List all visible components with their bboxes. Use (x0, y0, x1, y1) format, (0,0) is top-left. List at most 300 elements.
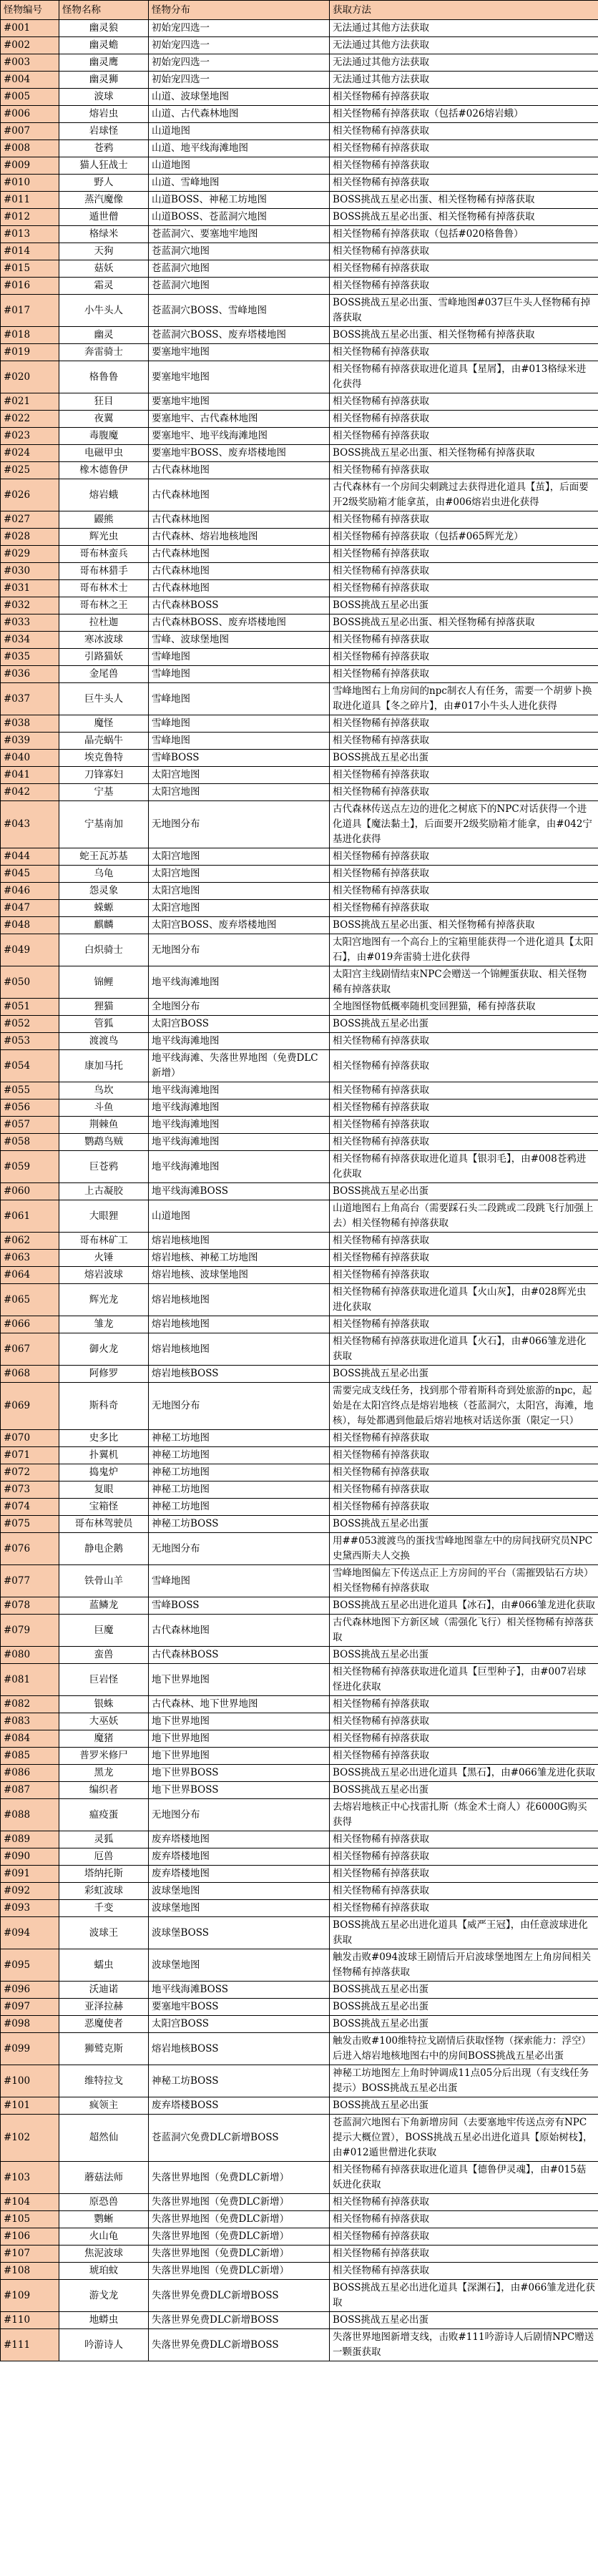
cell-method: 相关怪物稀有掉落获取 (330, 866, 598, 883)
cell-name: 幽灵鹰 (59, 54, 149, 72)
cell-name: 扑翼机 (59, 1447, 149, 1464)
cell-location: 太阳宫地图 (149, 883, 330, 900)
cell-method: BOSS挑战五星必出蛋 (330, 597, 598, 614)
cell-location: 要塞地牢BOSS (149, 1999, 330, 2016)
cell-location: 山道、地平线海滩地图 (149, 140, 330, 157)
cell-name: 格绿米 (59, 226, 149, 243)
table-row (1, 649, 598, 666)
cell-id: #033 (1, 614, 59, 632)
cell-location: 失落世界地图（免费DLC新增） (149, 2194, 330, 2211)
cell-method: 无法通过其他方法获取 (330, 72, 598, 89)
cell-method: BOSS挑战五星必出蛋 (330, 1516, 598, 1533)
cell-name: 幽灵蟾 (59, 37, 149, 54)
cell-location: 地平线海滩、失落世界地图（免费DLC新增） (149, 1050, 330, 1082)
table-row (1, 1730, 598, 1748)
table-row (1, 529, 598, 546)
cell-name: 焦泥波球 (59, 2246, 149, 2263)
table-row (1, 1647, 598, 1664)
table-row (1, 1267, 598, 1284)
cell-id: #107 (1, 2246, 59, 2263)
cell-id: #015 (1, 260, 59, 278)
cell-location: 无地图分布 (149, 801, 330, 848)
cell-location: 山道、雪峰地图 (149, 175, 330, 192)
cell-id: #066 (1, 1316, 59, 1333)
cell-location: 熔岩地核BOSS (149, 1366, 330, 1383)
cell-method: 相关怪物稀有掉落获取 (330, 411, 598, 428)
cell-id: #065 (1, 1284, 59, 1316)
cell-method: 需要完成支线任务，找到那个带着斯科奇到处旅游的npc，起始是在太阳宫终点是熔岩地核（苍蓝洞穴，太阳宫，海滩，地核），每处都遇到他最后熔岩地核对话送你蛋（限定一只） (330, 1383, 598, 1430)
cell-id: #025 (1, 462, 59, 479)
cell-method: 太阳宫主线剧情结束NPC会赠送一个锦鲤蛋获取、相关怪物稀有掉落获取 (330, 966, 598, 999)
cell-id: #093 (1, 1900, 59, 1917)
table-row (1, 1848, 598, 1866)
cell-method: BOSS挑战五星必出蛋 (330, 1782, 598, 1799)
cell-name: 晶壳蜗牛 (59, 733, 149, 750)
cell-name: 沃迪诺 (59, 1982, 149, 1999)
table-row (1, 1664, 598, 1696)
cell-location: 太阳宫BOSS (149, 2016, 330, 2033)
cell-location: 地下世界地图 (149, 1748, 330, 1765)
cell-name: 原恐兽 (59, 2194, 149, 2211)
table-row (1, 1333, 598, 1366)
cell-id: #001 (1, 20, 59, 37)
cell-name: 幽灵狮 (59, 72, 149, 89)
cell-name: 鹦蜥 (59, 2211, 149, 2228)
cell-method: BOSS挑战五星必出蛋 (330, 1183, 598, 1200)
table-row (1, 917, 598, 934)
cell-id: #109 (1, 2280, 59, 2312)
cell-name: 麒麟 (59, 917, 149, 934)
cell-method: BOSS挑战五星必出蛋 (330, 1982, 598, 1999)
cell-id: #068 (1, 1366, 59, 1383)
cell-id: #056 (1, 1100, 59, 1117)
cell-method: BOSS挑战五星必出进化道具【冰石】，由#066雏龙进化获取 (330, 1597, 598, 1615)
cell-method: 古代森林有一个房间尖刺跳过去获得进化道具【茧】，后面要开2级奖励箱才能拿茧，由#006熔岩虫进化获得 (330, 479, 598, 511)
cell-location: 地平线海滩地图 (149, 1151, 330, 1183)
cell-name: 巨牛头人 (59, 683, 149, 715)
cell-location: 失落世界免费DLC新增BOSS (149, 2312, 330, 2329)
table-row (1, 411, 598, 428)
cell-name: 千变 (59, 1900, 149, 1917)
table-row (1, 2194, 598, 2211)
cell-name: 乌龟 (59, 866, 149, 883)
cell-method: 全地图怪物低概率随机变回狸猫，稀有掉落获取 (330, 999, 598, 1016)
cell-location: 古代森林地图 (149, 479, 330, 511)
cell-name: 吟游诗人 (59, 2329, 149, 2361)
table-row (1, 123, 598, 140)
cell-id: #053 (1, 1033, 59, 1050)
cell-name: 史多比 (59, 1430, 149, 1447)
table-row (1, 226, 598, 243)
cell-method: 相关怪物稀有掉落获取 (330, 157, 598, 175)
cell-id: #108 (1, 2263, 59, 2280)
cell-id: #081 (1, 1664, 59, 1696)
cell-id: #102 (1, 2115, 59, 2162)
table-row (1, 2097, 598, 2115)
cell-method: 失落世界地图新增支线，击败#111吟游诗人后剧情NPC赠送一颗蛋获取 (330, 2329, 598, 2361)
table-row (1, 563, 598, 580)
cell-method: 相关怪物稀有掉落获取 (330, 632, 598, 649)
cell-method: 相关怪物稀有掉落获取 (330, 2211, 598, 2228)
cell-id: #008 (1, 140, 59, 157)
cell-location: 地平线海滩地图 (149, 1082, 330, 1100)
cell-id: #034 (1, 632, 59, 649)
table-row (1, 900, 598, 917)
cell-method: 相关怪物稀有掉落获取 (330, 2263, 598, 2280)
table-row (1, 361, 598, 393)
cell-id: #042 (1, 784, 59, 801)
cell-method: 相关怪物稀有掉落获取（包括#026熔岩蛾） (330, 106, 598, 123)
cell-location: 苍蓝洞穴地图 (149, 243, 330, 260)
cell-location: 初始宠四选一 (149, 37, 330, 54)
table-row (1, 999, 598, 1016)
cell-location: 废弃塔楼地图 (149, 1831, 330, 1848)
cell-method: 相关怪物稀有掉落获取 (330, 1100, 598, 1117)
cell-name: 火山龟 (59, 2228, 149, 2246)
cell-name: 哥布林矿工 (59, 1233, 149, 1250)
table-row (1, 1831, 598, 1848)
table-row (1, 848, 598, 866)
table-row (1, 934, 598, 966)
cell-id: #028 (1, 529, 59, 546)
cell-id: #044 (1, 848, 59, 866)
cell-id: #110 (1, 2312, 59, 2329)
cell-location: 无地图分布 (149, 1383, 330, 1430)
table-row (1, 733, 598, 750)
table-row (1, 1482, 598, 1499)
cell-method: 相关怪物稀有掉落获取进化道具【银羽毛】，由#008苍鸦进化获取 (330, 1151, 598, 1183)
cell-method: 相关怪物稀有掉落获取 (330, 1900, 598, 1917)
cell-method: 相关怪物稀有掉落获取 (330, 1233, 598, 1250)
table-row (1, 1383, 598, 1430)
cell-name: 金尾兽 (59, 666, 149, 683)
table-row (1, 393, 598, 411)
cell-method: 相关怪物稀有掉落获取进化道具【星屑】，由#013格绿米进化获得 (330, 361, 598, 393)
cell-name: 熔岩虫 (59, 106, 149, 123)
table-row (1, 1082, 598, 1100)
cell-method: 相关怪物稀有掉落获取 (330, 1447, 598, 1464)
cell-name: 彩虹波球 (59, 1883, 149, 1900)
cell-location: 山道BOSS、苍蓝洞穴地图 (149, 209, 330, 226)
cell-name: 苍鸦 (59, 140, 149, 157)
cell-name: 蝾螈 (59, 900, 149, 917)
cell-id: #010 (1, 175, 59, 192)
cell-name: 康加马托 (59, 1050, 149, 1082)
cell-location: 雪峰BOSS (149, 1597, 330, 1615)
cell-location: 失落世界地图（免费DLC新增） (149, 2246, 330, 2263)
table-row (1, 175, 598, 192)
cell-name: 刀锋寡妇 (59, 767, 149, 784)
cell-id: #018 (1, 327, 59, 344)
header-acquisition-method: 获取方法 (330, 1, 598, 20)
cell-name: 哥布林蛮兵 (59, 546, 149, 563)
cell-method: 相关怪物稀有掉落获取（包括#020格鲁鲁） (330, 226, 598, 243)
cell-method: 相关怪物稀有掉落获取 (330, 140, 598, 157)
cell-method: 相关怪物稀有掉落获取 (330, 1430, 598, 1447)
cell-name: 瘟疫蛋 (59, 1799, 149, 1831)
cell-id: #003 (1, 54, 59, 72)
cell-method: 去熔岩地核正中心找雷扎斯（炼金术士商人）花6000G购买获得 (330, 1799, 598, 1831)
cell-name: 菇妖 (59, 260, 149, 278)
cell-location: 太阳宫地图 (149, 767, 330, 784)
cell-location: 古代森林BOSS (149, 597, 330, 614)
cell-id: #062 (1, 1233, 59, 1250)
cell-method: BOSS挑战五星必出蛋 (330, 750, 598, 767)
cell-name: 锦鲤 (59, 966, 149, 999)
cell-location: 苍蓝洞穴、要塞地牢地图 (149, 226, 330, 243)
cell-id: #040 (1, 750, 59, 767)
cell-id: #075 (1, 1516, 59, 1533)
cell-name: 管狐 (59, 1016, 149, 1033)
cell-method: 相关怪物稀有掉落获取 (330, 666, 598, 683)
cell-id: #071 (1, 1447, 59, 1464)
cell-id: #004 (1, 72, 59, 89)
table-row (1, 2280, 598, 2312)
cell-method: 苍蓝洞穴地图右下角新增房间（去要塞地牢传送点旁有NPC提示大概位置），BOSS挑战五星必出进化道具【原始树枝】，由#012遁世僧进化获取 (330, 2115, 598, 2162)
cell-method: 相关怪物稀有掉落获取 (330, 1866, 598, 1883)
cell-name: 鼹熊 (59, 511, 149, 529)
cell-id: #027 (1, 511, 59, 529)
table-row (1, 1782, 598, 1799)
cell-location: 苍蓝洞穴BOSS、雪峰地图 (149, 295, 330, 327)
cell-name: 小牛头人 (59, 295, 149, 327)
table-row (1, 479, 598, 511)
cell-name: 复眼 (59, 1482, 149, 1499)
table-row (1, 1615, 598, 1647)
table-row (1, 1982, 598, 1999)
table-row (1, 1100, 598, 1117)
table-row (1, 1050, 598, 1082)
cell-location: 初始宠四选一 (149, 20, 330, 37)
cell-id: #101 (1, 2097, 59, 2115)
cell-name: 波球 (59, 89, 149, 106)
table-row (1, 2162, 598, 2194)
cell-method: 相关怪物稀有掉落获取 (330, 1316, 598, 1333)
table-row (1, 2065, 598, 2097)
cell-location: 失落世界地图（免费DLC新增） (149, 2162, 330, 2194)
cell-location: 废弃塔楼地图 (149, 1866, 330, 1883)
cell-id: #020 (1, 361, 59, 393)
cell-name: 斗鱼 (59, 1100, 149, 1117)
cell-location: 山道、古代森林地图 (149, 106, 330, 123)
cell-location: 神秘工坊BOSS (149, 1516, 330, 1533)
cell-name: 铁骨山羊 (59, 1565, 149, 1597)
cell-method: 相关怪物稀有掉落获取 (330, 344, 598, 361)
cell-location: 雪峰BOSS (149, 750, 330, 767)
cell-id: #050 (1, 966, 59, 999)
cell-location: 山道BOSS、神秘工坊地图 (149, 192, 330, 209)
cell-location: 初始宠四选一 (149, 72, 330, 89)
cell-id: #083 (1, 1713, 59, 1730)
cell-method: 相关怪物稀有掉落获取 (330, 649, 598, 666)
cell-name: 白炽骑士 (59, 934, 149, 966)
cell-method: BOSS挑战五星必出蛋、相关怪物稀有掉落获取 (330, 445, 598, 462)
cell-id: #013 (1, 226, 59, 243)
cell-location: 神秘工坊地图 (149, 1430, 330, 1447)
table-row (1, 1499, 598, 1516)
table-row (1, 767, 598, 784)
cell-method: BOSS挑战五星必出进化道具【威严王冠】，由任意波球进化获取 (330, 1917, 598, 1949)
cell-name: 鹦鹉鸟贼 (59, 1134, 149, 1151)
cell-method: 相关怪物稀有掉落获取 (330, 278, 598, 295)
cell-name: 鸟坎 (59, 1082, 149, 1100)
cell-location: 地平线海滩BOSS (149, 1982, 330, 1999)
cell-method: 相关怪物稀有掉落获取 (330, 1831, 598, 1848)
cell-id: #097 (1, 1999, 59, 2016)
cell-name: 荆棘鱼 (59, 1117, 149, 1134)
cell-name: 蛮兽 (59, 1647, 149, 1664)
cell-location: 地平线海滩地图 (149, 1134, 330, 1151)
cell-location: 无地图分布 (149, 1799, 330, 1831)
cell-location: 古代森林BOSS (149, 1647, 330, 1664)
cell-name: 幽灵 (59, 327, 149, 344)
table-row (1, 295, 598, 327)
cell-method: 相关怪物稀有掉落获取 (330, 1117, 598, 1134)
cell-name: 辉光虫 (59, 529, 149, 546)
cell-id: #022 (1, 411, 59, 428)
table-row (1, 666, 598, 683)
cell-name: 普罗米修尸 (59, 1748, 149, 1765)
cell-name: 斯科奇 (59, 1383, 149, 1430)
cell-method: BOSS挑战五星必出蛋 (330, 1016, 598, 1033)
table-row (1, 428, 598, 445)
cell-location: 太阳宫地图 (149, 900, 330, 917)
cell-location: 波球堡地图 (149, 1949, 330, 1982)
cell-id: #060 (1, 1183, 59, 1200)
cell-name: 塔纳托斯 (59, 1866, 149, 1883)
cell-method: 相关怪物稀有掉落获取 (330, 1082, 598, 1100)
cell-name: 哥布林驾驶员 (59, 1516, 149, 1533)
cell-method: 相关怪物稀有掉落获取 (330, 175, 598, 192)
cell-location: 神秘工坊地图 (149, 1464, 330, 1482)
cell-name: 奔雷骑士 (59, 344, 149, 361)
table-row (1, 1464, 598, 1482)
cell-id: #096 (1, 1982, 59, 1999)
cell-location: 苍蓝洞穴地图 (149, 278, 330, 295)
cell-name: 雏龙 (59, 1316, 149, 1333)
table-row (1, 278, 598, 295)
cell-name: 魔猪 (59, 1730, 149, 1748)
cell-location: 雪峰、波球堡地图 (149, 632, 330, 649)
cell-id: #063 (1, 1250, 59, 1267)
table-row (1, 2033, 598, 2065)
cell-method: 神秘工坊地图左上角时钟调成11点05分后出现（有支线任务提示）BOSS挑战五星必出蛋 (330, 2065, 598, 2097)
cell-method: 用##053渡渡鸟的蛋找雪峰地图靠左中的房间找研究员NPC史黛西斯夫人交换 (330, 1533, 598, 1565)
cell-location: 山道地图 (149, 1200, 330, 1233)
cell-location: 熔岩地核、神秘工坊地图 (149, 1250, 330, 1267)
cell-location: 废弃塔楼地图 (149, 1848, 330, 1866)
cell-location: 熔岩地核地图 (149, 1284, 330, 1316)
table-row (1, 784, 598, 801)
cell-id: #090 (1, 1848, 59, 1866)
cell-name: 格鲁鲁 (59, 361, 149, 393)
cell-location: 苍蓝洞穴地图 (149, 260, 330, 278)
cell-name: 渡渡鸟 (59, 1033, 149, 1050)
cell-name: 宁基 (59, 784, 149, 801)
cell-location: 熔岩地核BOSS (149, 2033, 330, 2065)
cell-method: BOSS挑战五星必出蛋 (330, 1647, 598, 1664)
cell-location: 熔岩地核地图 (149, 1316, 330, 1333)
cell-name: 熔岩波球 (59, 1267, 149, 1284)
cell-id: #094 (1, 1917, 59, 1949)
cell-method: 相关怪物稀有掉落获取 (330, 123, 598, 140)
cell-id: #051 (1, 999, 59, 1016)
cell-method: 相关怪物稀有掉落获取 (330, 1848, 598, 1866)
table-row (1, 2312, 598, 2329)
cell-method: BOSS挑战五星必出蛋 (330, 1366, 598, 1383)
table-row (1, 209, 598, 226)
cell-name: 恶魔使者 (59, 2016, 149, 2033)
cell-method: BOSS挑战五星必出蛋 (330, 2016, 598, 2033)
table-row (1, 1516, 598, 1533)
table-row (1, 1999, 598, 2016)
cell-id: #105 (1, 2211, 59, 2228)
cell-location: 要塞地牢地图 (149, 344, 330, 361)
cell-name: 蠕虫 (59, 1949, 149, 1982)
cell-name: 天狗 (59, 243, 149, 260)
cell-location: 古代森林地图 (149, 563, 330, 580)
cell-method: 相关怪物稀有掉落获取 (330, 883, 598, 900)
cell-name: 霜灵 (59, 278, 149, 295)
cell-location: 古代森林地图 (149, 511, 330, 529)
cell-id: #002 (1, 37, 59, 54)
cell-id: #072 (1, 1464, 59, 1482)
cell-id: #005 (1, 89, 59, 106)
cell-method: 相关怪物稀有掉落获取 (330, 1134, 598, 1151)
cell-id: #058 (1, 1134, 59, 1151)
cell-name: 巨岩怪 (59, 1664, 149, 1696)
table-row (1, 157, 598, 175)
cell-location: 初始宠四选一 (149, 54, 330, 72)
cell-id: #035 (1, 649, 59, 666)
cell-method: 相关怪物稀有掉落获取 (330, 580, 598, 597)
cell-method: 雪峰地图偏左下传送点正上方房间的平台（需摧毁钻石方块）相关怪物稀有掉落获取 (330, 1565, 598, 1597)
cell-method: 相关怪物稀有掉落获取 (330, 784, 598, 801)
table-row (1, 1151, 598, 1183)
cell-id: #086 (1, 1765, 59, 1782)
cell-name: 蛇王瓦苏基 (59, 848, 149, 866)
cell-name: 蓝鳞龙 (59, 1597, 149, 1615)
cell-location: 地平线海滩BOSS (149, 1183, 330, 1200)
cell-location: 古代森林地图 (149, 1615, 330, 1647)
cell-name: 夜翼 (59, 411, 149, 428)
table-row (1, 72, 598, 89)
cell-name: 亚泽拉赫 (59, 1999, 149, 2016)
cell-location: 要塞地牢、古代森林地图 (149, 411, 330, 428)
table-row (1, 1597, 598, 1615)
table-row (1, 632, 598, 649)
cell-location: 要塞地牢、地平线海滩地图 (149, 428, 330, 445)
cell-id: #046 (1, 883, 59, 900)
cell-name: 大巫妖 (59, 1713, 149, 1730)
table-row (1, 801, 598, 848)
cell-id: #057 (1, 1117, 59, 1134)
cell-name: 宝箱怪 (59, 1499, 149, 1516)
table-row (1, 140, 598, 157)
cell-id: #092 (1, 1883, 59, 1900)
cell-location: 神秘工坊BOSS (149, 2065, 330, 2097)
cell-location: 要塞地牢地图 (149, 361, 330, 393)
cell-name: 狮鹫克斯 (59, 2033, 149, 2065)
cell-id: #026 (1, 479, 59, 511)
cell-method: 相关怪物稀有掉落获取 (330, 2228, 598, 2246)
cell-method: 古代森林传送点左边的进化之树底下的NPC对话获得一个进化道具【魔法黏土】，后面要开2级奖励箱才能拿，由#042宁基进化获得 (330, 801, 598, 848)
cell-method: 相关怪物稀有掉落获取 (330, 511, 598, 529)
cell-id: #085 (1, 1748, 59, 1765)
table-row (1, 1033, 598, 1050)
cell-method: BOSS挑战五星必出蛋 (330, 2097, 598, 2115)
header-monster-location: 怪物分布 (149, 1, 330, 20)
